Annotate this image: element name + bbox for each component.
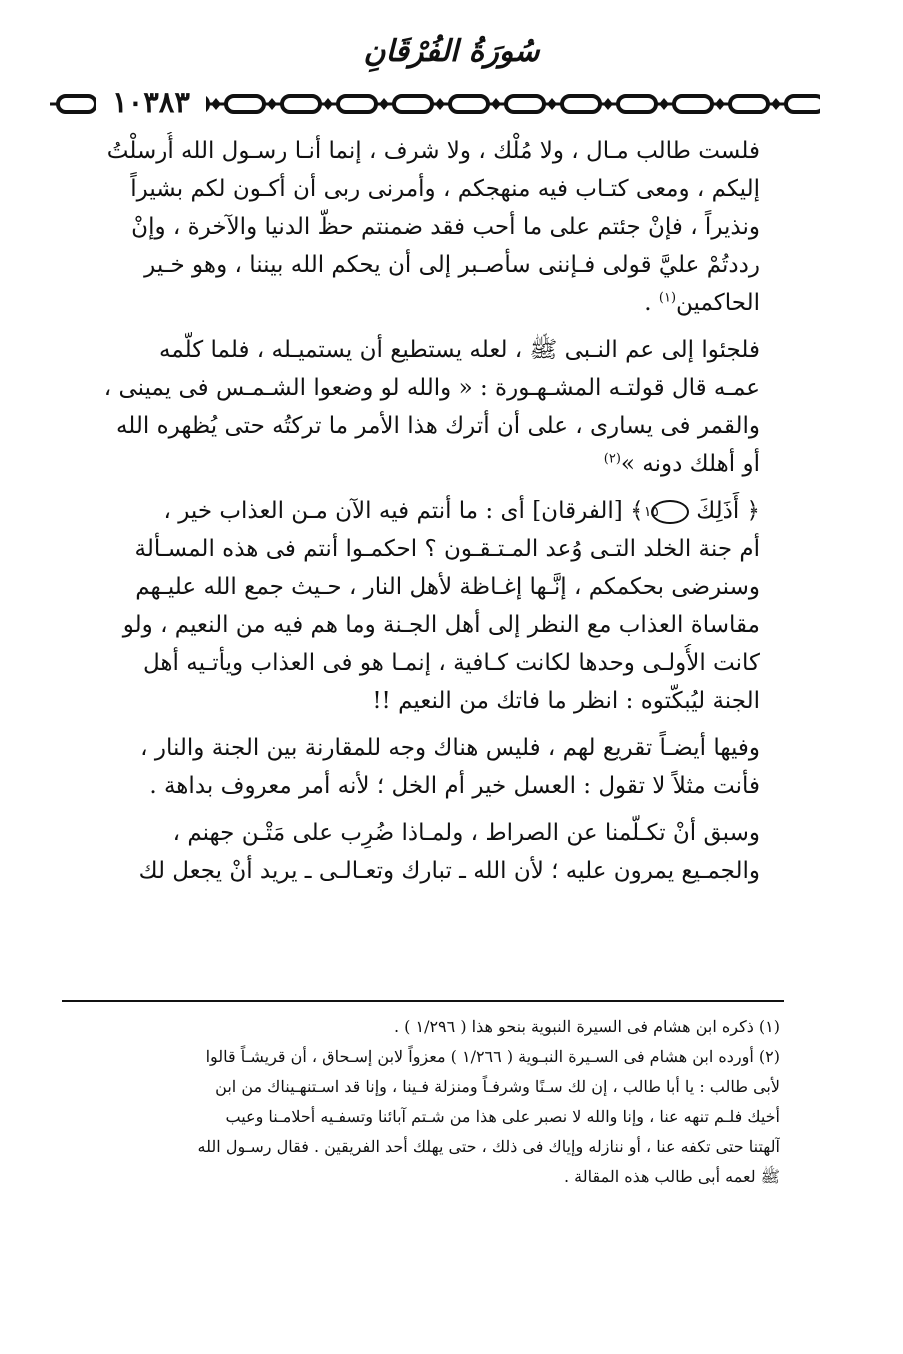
text-line: وسنرضى بحكمكم ، إنَّـها إغـاظة لأهل النار ، حـيث جمع الله عليـهم (135, 574, 760, 600)
text-fragment: أى : ما أنتم فيه الآن مـن العذاب خير ، (163, 498, 525, 524)
text-line: إليكم ، ومعى كتـاب فيه منهجكم ، وأمرنى ربى أن أكـون لكم بشيراً (130, 176, 760, 202)
text-line: وفيها أيضـاً تقريع لهم ، فليس هناك وجه للمقارنة بين الجنة والنار ، (140, 735, 760, 761)
chain-link (786, 96, 820, 112)
chain-link (394, 96, 432, 112)
text-line: فأنت مثلاً لا تقول : العسل خير أم الخل ؛ لأنه أمر معروف بداهة . (149, 773, 760, 799)
chain-link (547, 98, 557, 110)
chain-link (58, 96, 96, 112)
text-line: فلست طالب مـال ، ولا مُلْك ، ولا شرف ، إنما أنـا رسـول الله أُرسلْتُ (106, 138, 760, 164)
verse-close-bracket: ﴾ (630, 498, 644, 524)
text-line: وسبق أنْ تكـلّمنا عن الصراط ، ولمـاذا ضُرِب على مَتْـن جهنم ، (172, 820, 760, 846)
chain-link (282, 96, 320, 112)
text-line: والقمر فى يسارى ، على أن أترك هذا الأمر ما تركتُه حتى يُظهره الله (115, 413, 760, 439)
footnotes (66, 1012, 780, 1192)
footnote-ref-2: (٢) (603, 451, 621, 467)
text-fragment: أو أهلك دونه » (620, 451, 760, 477)
ayah-number-marker: ١٥ (651, 500, 689, 524)
chain-link (226, 96, 264, 112)
text-fragment: الحاكمين (676, 290, 760, 316)
chain-link (618, 96, 656, 112)
chain-link (435, 98, 445, 110)
footnote-1: (١) ذكره ابن هشام فى السيرة النبوية بنحو هذا ( ١/٢٩٦ ) . (393, 1017, 780, 1036)
paragraph-3 (72, 492, 788, 720)
footnote-2-line: لأبى طالب : يا أبا طالب ، إن لك سـنًا وشرفـاً ومنزلة فـينا ، وإنا قد اسـتنهـيناك من ابن (215, 1077, 780, 1096)
text-line: كانت الأُولـى وحدها لكانت كـافية ، إنمـا هو فى العذاب ويأتـيه أهل (142, 650, 760, 676)
chain-link (730, 96, 768, 112)
chain-link (659, 98, 669, 110)
paragraph-1 (72, 132, 788, 322)
text-line (72, 445, 788, 483)
quran-verse: ﴿ أَذَلِكَ (696, 498, 760, 524)
surah-title: سُورَةُ الفُرْقَانِ (363, 34, 540, 69)
chain-link (338, 96, 376, 112)
chain-link (715, 98, 725, 110)
text-line: الجنة ليُبكّتوه : انظر ما فاتك من النعيم !! (372, 688, 760, 714)
text-line: ونذيراً ، فإنْ جئتم على ما أحب فقد ضمنتم حظّ الدنيا والآخرة ، وإنْ (131, 214, 760, 240)
chain-link (267, 98, 277, 110)
paragraph-4 (72, 729, 788, 805)
footnote-2-line: آلهتنا حتى تكفه عنا ، أو ننازله وإياك فى ذلك ، حتى يهلك أحد الفريقين . فقال رسـول الله (197, 1137, 780, 1156)
surah-reference: [الفرقان] (532, 498, 623, 524)
text-line: مقاساة العذاب مع النظر إلى أهل الجـنة وما هم فيه من النعيم ، ولو (122, 612, 760, 638)
chain-link (379, 98, 389, 110)
main-text (72, 132, 788, 899)
chain-link (506, 96, 544, 112)
chain-link (562, 96, 600, 112)
chain-link (450, 96, 488, 112)
chain-link (211, 98, 221, 110)
chain-link (603, 98, 613, 110)
footnote-ref-1: (١) (658, 290, 677, 306)
chain-link (323, 98, 333, 110)
text-line (72, 492, 788, 530)
paragraph-2 (72, 331, 788, 483)
paragraph-5 (72, 814, 788, 890)
footnote-divider (62, 1000, 784, 1002)
footnote-2-line: (٢) أورده ابن هشام فى السـيرة النبـوية ( ١/٢٦٦ ) معزواً لابن إسـحاق ، أن قريشـاً قالوا (205, 1047, 780, 1066)
page-number: ١٠٣٨٣ (96, 84, 206, 120)
text-line: فلجئوا إلى عم النـبى ﷺ ، لعله يستطيع أن يستميـله ، فلما كلّمه (159, 337, 760, 363)
chain-link (771, 98, 781, 110)
text-line: عمـه قال قولتـه المشـهـورة : « والله لو وضعوا الشـمـس فى يمينى ، (103, 375, 760, 401)
chain-link (674, 96, 712, 112)
footnote-2-line: أخيك فلـم تنهه عنا ، وإنا والله لا نصبر على هذا من شـتم آبائنا وتسفـيه أحلامـنا وعيب (225, 1107, 780, 1126)
chain-link (491, 98, 501, 110)
footnote-2-line: ﷺ لعمه أبى طالب هذه المقالة . (564, 1167, 780, 1186)
text-line: أم جنة الخلد التـى وُعد المـتـقـون ؟ احكمـوا أنتم فى هذه المسـألة (134, 536, 760, 562)
text-line: رددتُمْ عليَّ قولى فـإننى سأصـبر إلى أن يحكم الله بيننا ، وهو خـير (144, 252, 760, 278)
text-line: والجمـيع يمرون عليه ؛ لأن الله ـ تبارك وتعـالـى ـ يريد أنْ يجعل لك (138, 858, 760, 884)
text-line: الحاكمين$^{(١)}$ . (644, 290, 760, 316)
